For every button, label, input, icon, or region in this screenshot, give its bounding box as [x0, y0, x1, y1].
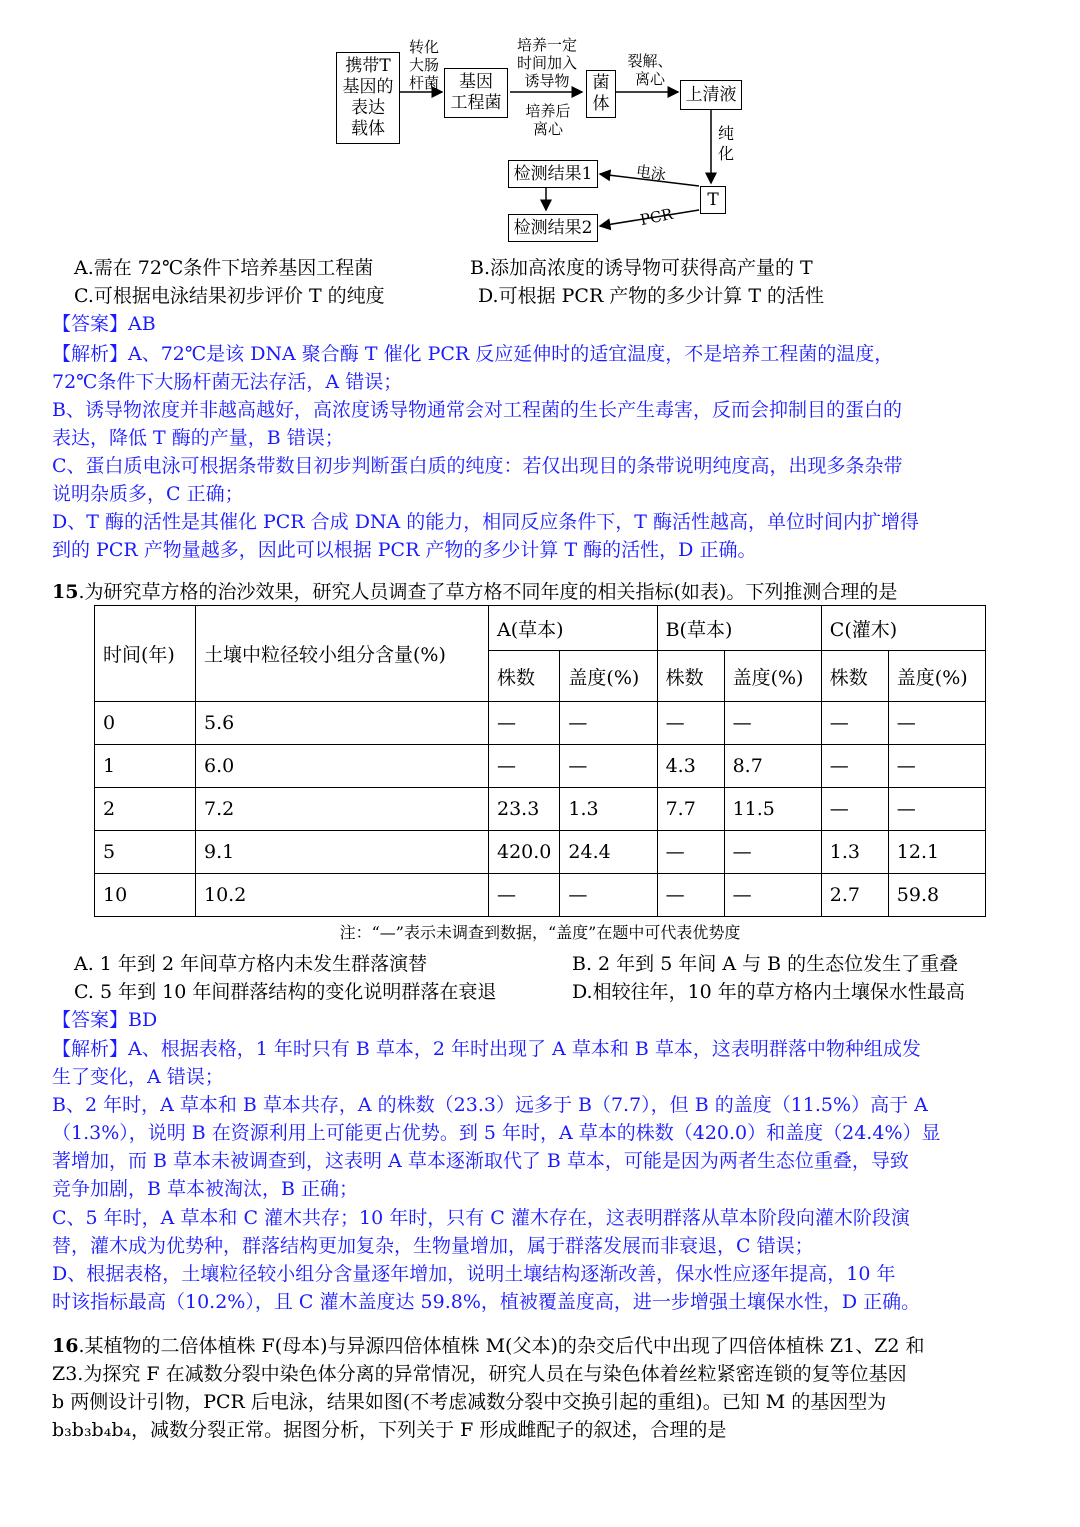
q15-analysis-line: 【解析】A、根据表格，1 年时只有 B 草本，2 年时出现了 A 草本和 B 草本，这表明群落中物种组成发: [52, 1038, 921, 1060]
table-cell: —: [724, 831, 821, 874]
centrifuge-label: [518, 102, 578, 138]
induce-label-line: 时间加入: [516, 54, 577, 72]
cells-line: 体: [592, 94, 610, 114]
table-cell: —: [821, 745, 888, 788]
table-cell: 7.2: [196, 788, 489, 831]
table-cell: 11.5: [724, 788, 821, 831]
subheader-count: 株数: [657, 651, 724, 702]
result2-box: [508, 214, 598, 242]
lysis-label: [622, 52, 678, 88]
engineered-line: 工程菌: [450, 93, 502, 113]
table-cell: 9.1: [196, 831, 489, 874]
q16-line: Z3.为探究 F 在减数分裂中染色体分离的异常情况，研究人员在与染色体着丝粒紧密连锁的复等位基因: [52, 1363, 907, 1385]
vector-box: [336, 52, 400, 144]
q15-analysis-line: D、根据表格，土壤粒径较小组分含量逐年增加，说明土壤结构逐渐改善，保水性应逐年提高，10 年: [52, 1263, 896, 1285]
q15-answer: 【答案】BD: [52, 1009, 158, 1031]
vector-line: 携带T: [345, 56, 391, 76]
table-cell: 23.3: [489, 788, 560, 831]
table-cell: 1: [95, 745, 196, 788]
table-cell: —: [657, 874, 724, 917]
cells-line: 菌: [592, 73, 610, 93]
table-row: [95, 788, 986, 831]
centrifuge-label-line: 离心: [532, 120, 563, 138]
q14-analysis-line: D、T 酶的活性是其催化 PCR 合成 DNA 的能力，相同反应条件下，T 酶活性越高，单位时间内扩增得: [52, 511, 920, 533]
q14-analysis-line: 到的 PCR 产物量越多，因此可以根据 PCR 产物的多少计算 T 酶的活性，D 正确。: [52, 539, 757, 561]
q14-analysis-line: B、诱导物浓度并非越高越好，高浓度诱导物通常会对工程菌的生长产生毒害，反而会抑制目的蛋白的: [52, 399, 902, 421]
table-cell: —: [489, 874, 560, 917]
table-row: [95, 745, 986, 788]
table-cell: 10: [95, 874, 196, 917]
q15-option-b: B. 2 年到 5 年间 A 与 B 的生态位发生了重叠: [572, 953, 959, 975]
q14-option-c: C.可根据电泳结果初步评价 T 的纯度: [74, 285, 385, 307]
table-cell: 8.7: [724, 745, 821, 788]
engineered-line: 基因: [459, 72, 493, 92]
q14-analysis-line: 说明杂质多，C 正确；: [52, 483, 244, 505]
table-cell: 1.3: [560, 788, 657, 831]
q14-option-b: B.添加高浓度的诱导物可获得高产量的 T: [470, 257, 813, 279]
table-cell: —: [657, 702, 724, 745]
table-cell: —: [888, 745, 985, 788]
transform-label-line: 转化: [408, 38, 439, 56]
q14-option-d: D.可根据 PCR 产物的多少计算 T 的活性: [478, 285, 825, 307]
table-cell: 1.3: [821, 831, 888, 874]
q16-text: .某植物的二倍体植株 F(母本)与异源四倍体植株 M(父本)的杂交后代中出现了四倍体植株 Z1、Z2 和: [78, 1335, 925, 1357]
q14-analysis-line: 72℃条件下大肠杆菌无法存活，A 错误；: [52, 371, 403, 393]
header-group-a: A(草本): [489, 606, 658, 651]
header-group-b: B(草本): [657, 606, 821, 651]
q16-line: [52, 1332, 925, 1360]
q16-number: 16: [52, 1335, 79, 1357]
q14-option-a: A.需在 72℃条件下培养基因工程菌: [74, 257, 374, 279]
table-row: [95, 702, 986, 745]
t-enzyme-text: T: [707, 189, 719, 210]
subheader-cover: 盖度(%): [560, 651, 657, 702]
pcr-label: PCR: [638, 204, 675, 230]
centrifuge-label-line: 培养后: [525, 102, 571, 120]
q15-table-note: 注：“—”表示未调查到数据，“盖度”在题中可代表优势度: [339, 923, 741, 942]
table-cell: —: [724, 874, 821, 917]
table-cell: —: [560, 745, 657, 788]
table-cell: 5: [95, 831, 196, 874]
table-cell: 10.2: [196, 874, 489, 917]
q14-analysis-line: C、蛋白质电泳可根据条带数目初步判断蛋白质的纯度：若仅出现目的条带说明纯度高，出现多条杂带: [52, 455, 903, 477]
table-cell: 420.0: [489, 831, 560, 874]
q15-analysis-line: C、5 年时，A 草本和 C 灌木共存；10 年时，只有 C 灌木存在，这表明群落从草本阶段向灌木阶段演: [52, 1207, 910, 1229]
transform-label: [402, 38, 446, 92]
table-row: [95, 831, 986, 874]
header-soil: 土壤中粒径较小组分含量(%): [196, 606, 489, 702]
vector-line: 基因的: [342, 77, 394, 97]
table-cell: —: [724, 702, 821, 745]
q15-analysis-line: 竞争加剧，B 草本被淘汰，B 正确；: [52, 1178, 359, 1200]
q16-line: b 两侧设计引物，PCR 后电泳，结果如图(不考虑减数分裂中交换引起的重组)。已知 M 的基因型为: [52, 1391, 887, 1413]
table-cell: —: [821, 788, 888, 831]
q15-analysis-line: 生了变化，A 错误；: [52, 1066, 224, 1088]
table-cell: —: [560, 874, 657, 917]
table-cell: —: [657, 831, 724, 874]
vector-line: 表达: [351, 98, 385, 118]
q14-answer: 【答案】AB: [52, 313, 156, 335]
lysis-label-line: 裂解、: [627, 52, 673, 70]
header-time: 时间(年): [95, 606, 196, 702]
purify-label: [716, 124, 736, 164]
table-cell: 0: [95, 702, 196, 745]
table-cell: 6.0: [196, 745, 489, 788]
lysis-label-line: 离心: [634, 70, 665, 88]
table-cell: 2.7: [821, 874, 888, 917]
table-cell: —: [888, 788, 985, 831]
transform-label-line: 杆菌: [408, 74, 439, 92]
q15-analysis-line: 时该指标最高（10.2%），且 C 灌木盖度达 59.8%，植被覆盖度高，进一步增强土壤保水性，D 正确。: [52, 1291, 921, 1313]
electrophoresis-label: 电泳: [634, 161, 668, 185]
result1-box: [508, 160, 598, 188]
table-cell: 7.7: [657, 788, 724, 831]
subheader-cover: 盖度(%): [724, 651, 821, 702]
table-cell: —: [821, 702, 888, 745]
table-cell: —: [560, 702, 657, 745]
table-cell: 5.6: [196, 702, 489, 745]
supernatant-box: [680, 80, 742, 110]
subheader-cover: 盖度(%): [888, 651, 985, 702]
induce-label-line: 培养一定: [516, 36, 577, 54]
q15-analysis-line: 替，灌木成为优势种，群落结构更加复杂，生物量增加，属于群落发展而非衰退，C 错误；: [52, 1235, 814, 1257]
q15-stem: [52, 578, 897, 606]
transform-label-line: 大肠: [408, 56, 439, 74]
table-cell: 4.3: [657, 745, 724, 788]
purify-label-line: 纯: [717, 124, 734, 143]
q15-analysis-line: 著增加，而 B 草本未被调查到，这表明 A 草本逐渐取代了 B 草本，可能是因为两者生态位重叠，导致: [52, 1150, 909, 1172]
induce-label-line: 诱导物: [524, 72, 570, 90]
result1-text: 检测结果1: [513, 163, 593, 184]
q16-line: b₃b₃b₄b₄，减数分裂正常。据图分析，下列关于 F 形成雌配子的叙述，合理的是: [52, 1419, 727, 1441]
table-cell: —: [888, 702, 985, 745]
q15-table: [94, 605, 986, 917]
cells-box: [586, 70, 616, 118]
engineered-bacteria-box: [444, 68, 508, 118]
result2-text: 检测结果2: [513, 217, 593, 238]
table-cell: —: [489, 745, 560, 788]
q14-analysis-line: 【解析】A、72℃是该 DNA 聚合酶 T 催化 PCR 反应延伸时的适宜温度，不是培养工程菌的温度，: [52, 343, 894, 365]
table-cell: —: [489, 702, 560, 745]
q15-option-d: D.相较往年，10 年的草方格内土壤保水性最高: [572, 981, 965, 1003]
purify-label-line: 化: [717, 144, 734, 163]
q15-analysis-line: B、2 年时，A 草本和 B 草本共存，A 的株数（23.3）远多于 B（7.7），但 B 的盖度（11.5%）高于 A: [52, 1094, 928, 1116]
q15-stem-text: .为研究草方格的治沙效果，研究人员调查了草方格不同年度的相关指标(如表)。下列推测合理的是: [78, 581, 898, 603]
t-enzyme-box: [700, 186, 726, 214]
table-cell: 24.4: [560, 831, 657, 874]
q15-option-c: C. 5 年到 10 年间群落结构的变化说明群落在衰退: [74, 981, 497, 1003]
supernatant-text: 上清液: [685, 84, 737, 105]
induce-label: [510, 36, 584, 90]
q15-analysis-line: （1.3%），说明 B 在资源利用上可能更占优势。到 5 年时，A 草本的株数（420.0）和盖度（24.4%）显: [52, 1122, 941, 1144]
table-cell: 59.8: [888, 874, 985, 917]
table-cell: 2: [95, 788, 196, 831]
q15-number: 15: [52, 581, 79, 603]
vector-line: 载体: [351, 119, 385, 139]
subheader-count: 株数: [489, 651, 560, 702]
header-group-c: C(灌木): [821, 606, 985, 651]
subheader-count: 株数: [821, 651, 888, 702]
table-cell: 12.1: [888, 831, 985, 874]
table-row: [95, 874, 986, 917]
q15-option-a: A. 1 年到 2 年间草方格内未发生群落演替: [74, 953, 428, 975]
q14-analysis-line: 表达，降低 T 酶的产量，B 错误；: [52, 427, 344, 449]
